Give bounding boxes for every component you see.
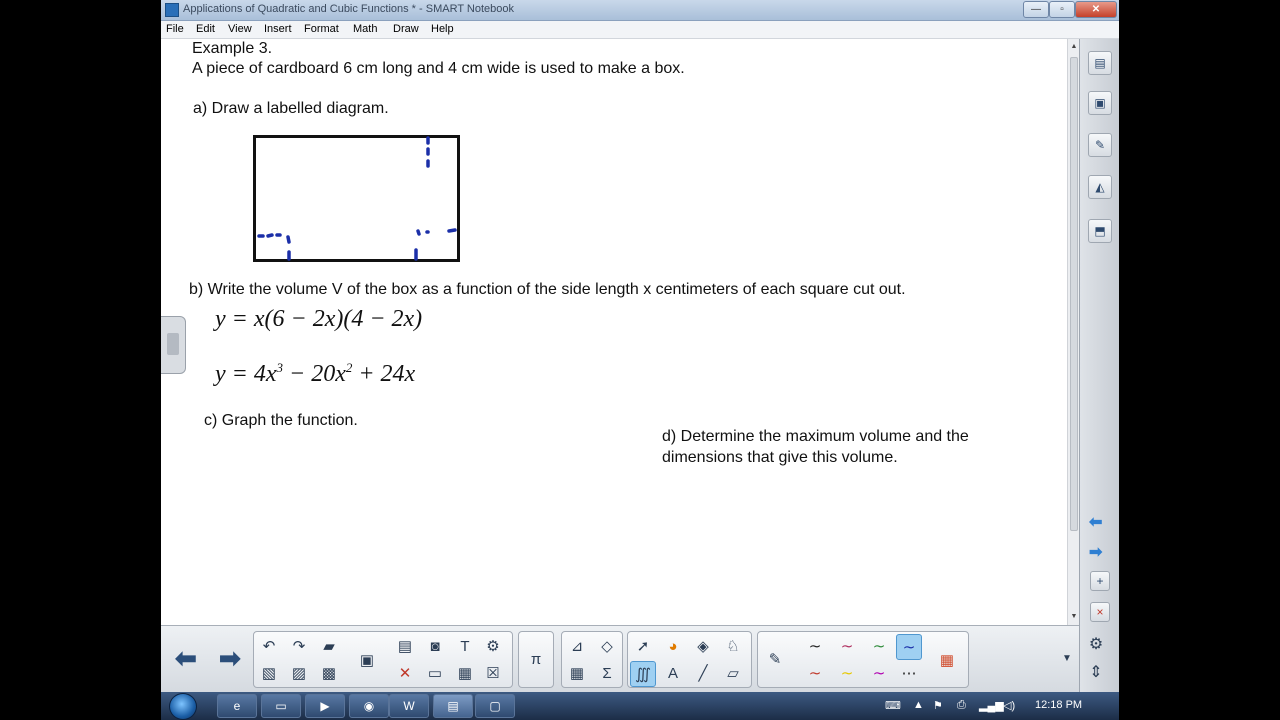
window-title: Applications of Quadratic and Cubic Functions * - SMART Notebook	[183, 3, 514, 15]
problem-statement: A piece of cardboard 6 cm long and 4 cm wide is used to make a box.	[192, 60, 685, 77]
menu-math[interactable]: Math	[353, 23, 378, 35]
table-text-icon[interactable]: T	[460, 638, 470, 655]
toolbar-group-pens	[757, 631, 969, 688]
smart-notebook-window	[161, 0, 1119, 692]
network-icon[interactable]: ▂▄▆	[979, 700, 1004, 712]
cardboard-diagram	[253, 135, 463, 265]
move-toolbar-icon[interactable]: ⇕	[1089, 664, 1103, 681]
save-icon[interactable]: ▩	[321, 665, 337, 682]
part-d-text-line2: dimensions that give this volume.	[662, 449, 898, 466]
insert-table-icon[interactable]: ▦	[457, 665, 473, 682]
part-c-text: c) Graph the function.	[204, 412, 358, 429]
pen-magenta-icon[interactable]: ∼	[840, 638, 854, 655]
volume-icon[interactable]: ◁)	[1003, 700, 1016, 712]
redo-icon[interactable]: ↷	[292, 638, 306, 655]
volume-equation-expanded	[215, 361, 415, 388]
title-bar	[161, 0, 1119, 21]
highlighter-yellow-icon[interactable]: ∼	[840, 665, 854, 682]
toolbar-group-insert	[561, 631, 623, 688]
remove-page-icon[interactable]: ▨	[291, 665, 307, 682]
menu-draw[interactable]: Draw	[393, 23, 419, 35]
taskbar-notebook-icon[interactable]: ▤	[433, 694, 473, 718]
right-sidebar	[1079, 39, 1119, 692]
fill-icon[interactable]: ◕	[668, 638, 678, 655]
gallery-icon[interactable]: ▣	[1088, 91, 1112, 115]
properties-icon[interactable]: ◭	[1088, 175, 1112, 199]
keyboard-icon[interactable]: ⌨	[885, 700, 901, 712]
eq2-exponent-2: 2	[345, 360, 353, 375]
menu-view[interactable]: View	[228, 23, 252, 35]
taskbar-clock[interactable]: 12:18 PM	[1035, 699, 1083, 711]
plugin-icon[interactable]: ⚙	[486, 638, 500, 655]
taskbar-word-icon[interactable]: W	[389, 694, 429, 718]
side-panel-tab[interactable]	[161, 316, 186, 374]
toolbar-group-tools	[627, 631, 752, 688]
pen-dashed-icon[interactable]: ⋯	[901, 665, 917, 682]
minimize-button[interactable]: —	[1023, 1, 1049, 18]
eq2-exponent-3: 3	[276, 360, 283, 375]
eraser-icon[interactable]: ◈	[697, 638, 709, 655]
pen-icon[interactable]: ✎	[768, 651, 782, 668]
printer-icon[interactable]: ⎙	[957, 699, 966, 711]
addons-icon[interactable]: ⬒	[1088, 219, 1112, 243]
toolbar-dropdown-icon[interactable]: ▼	[1062, 653, 1072, 664]
select-icon[interactable]: ➚	[636, 638, 650, 655]
open-folder-icon[interactable]: ▰	[323, 638, 335, 655]
pen-red-icon[interactable]: ∼	[808, 665, 822, 682]
graph-icon[interactable]: ⊿	[570, 638, 584, 655]
taskbar-app-icon[interactable]: ▢	[475, 694, 515, 718]
part-b-text: b) Write the volume V of the box as a function of the side length x centimeters of each square cut out.	[189, 281, 906, 298]
smart-notebook-icon	[165, 3, 179, 17]
screen-capture-icon[interactable]: ◙	[430, 638, 440, 655]
taskbar-chrome-icon[interactable]: ◉	[349, 694, 389, 718]
taskbar-explorer-icon[interactable]: ▭	[261, 694, 301, 718]
show-hidden-icons-icon[interactable]: ▲	[913, 699, 924, 711]
toolbar-group-page	[253, 631, 513, 688]
part-a-text: a) Draw a labelled diagram.	[193, 100, 389, 117]
scrollbar-thumb[interactable]	[1070, 57, 1078, 531]
eq2-part-3: + 24x	[352, 361, 416, 387]
taskbar-media-icon[interactable]: ▶	[305, 694, 345, 718]
close-button[interactable]: ✕	[1075, 1, 1117, 18]
menu-edit[interactable]: Edit	[196, 23, 215, 35]
pen-blue-icon[interactable]: ∼	[896, 634, 922, 660]
magic-pen-icon[interactable]: ♘	[726, 638, 740, 655]
fullscreen-icon[interactable]: ▭	[427, 665, 443, 682]
taskbar-ie-icon[interactable]: e	[217, 694, 257, 718]
forward-icon[interactable]: ➡	[219, 643, 241, 673]
line-icon[interactable]: ╱	[698, 665, 708, 682]
pens-icon[interactable]: ∭	[630, 661, 656, 687]
cut-square-marks	[259, 138, 455, 259]
scroll-down-icon[interactable]: ▼	[1070, 613, 1078, 620]
text-icon[interactable]: A	[667, 665, 678, 682]
start-button-icon[interactable]	[169, 693, 197, 720]
attachments-icon[interactable]: ✎	[1088, 133, 1112, 157]
notebook-page[interactable]	[161, 39, 1067, 625]
bottom-toolbar	[161, 625, 1079, 692]
paste-icon[interactable]: ▤	[397, 638, 413, 655]
delete-icon[interactable]: ✕	[398, 665, 412, 682]
pen-green-icon[interactable]: ∼	[872, 638, 886, 655]
undo-icon[interactable]: ↶	[262, 638, 276, 655]
sigma-icon[interactable]: Σ	[602, 665, 612, 682]
close-icon[interactable]: ☒	[486, 665, 500, 682]
scroll-up-icon[interactable]: ▲	[1070, 43, 1078, 50]
pen-purple-icon[interactable]: ∼	[872, 665, 886, 682]
math-tools-icon[interactable]: π	[530, 651, 542, 668]
screen-shade-icon[interactable]: ▣	[359, 652, 375, 669]
previous-page-icon[interactable]: ⬅	[1089, 514, 1103, 531]
add-page-icon[interactable]: +	[1090, 571, 1110, 591]
vertical-scrollbar[interactable]	[1067, 39, 1079, 625]
maximize-button[interactable]: ▫	[1049, 1, 1075, 18]
example-heading: Example 3.	[192, 40, 273, 57]
menu-file[interactable]: File	[166, 23, 184, 35]
next-page-icon[interactable]: ➡	[1089, 544, 1103, 561]
menu-bar	[161, 21, 1119, 39]
eq2-part-1: y = 4x	[215, 361, 277, 387]
table-icon[interactable]: ▦	[569, 665, 585, 682]
volume-equation-factored: y = x(6 − 2x)(4 − 2x)	[215, 306, 423, 332]
shape-icon[interactable]: ◇	[601, 638, 613, 655]
color-palette-icon[interactable]: ▦	[939, 652, 955, 669]
delete-page-icon[interactable]: ×	[1090, 602, 1110, 622]
add-page-icon[interactable]: ▧	[261, 665, 277, 682]
flag-icon[interactable]: ⚑	[933, 700, 943, 712]
back-icon[interactable]: ⬅	[175, 643, 197, 673]
shapes-icon[interactable]: ▱	[727, 665, 739, 682]
eq2-part-2: − 20x	[283, 361, 346, 387]
menu-format[interactable]: Format	[304, 23, 339, 35]
toolbar-group-math	[518, 631, 554, 688]
windows-taskbar	[161, 692, 1119, 720]
menu-help[interactable]: Help	[431, 23, 454, 35]
part-d-text-line1: d) Determine the maximum volume and the	[662, 428, 969, 445]
page-sorter-icon[interactable]: ▤	[1088, 51, 1112, 75]
pen-black-icon[interactable]: ∼	[808, 638, 822, 655]
settings-gear-icon[interactable]: ⚙	[1088, 636, 1104, 653]
menu-insert[interactable]: Insert	[264, 23, 292, 35]
